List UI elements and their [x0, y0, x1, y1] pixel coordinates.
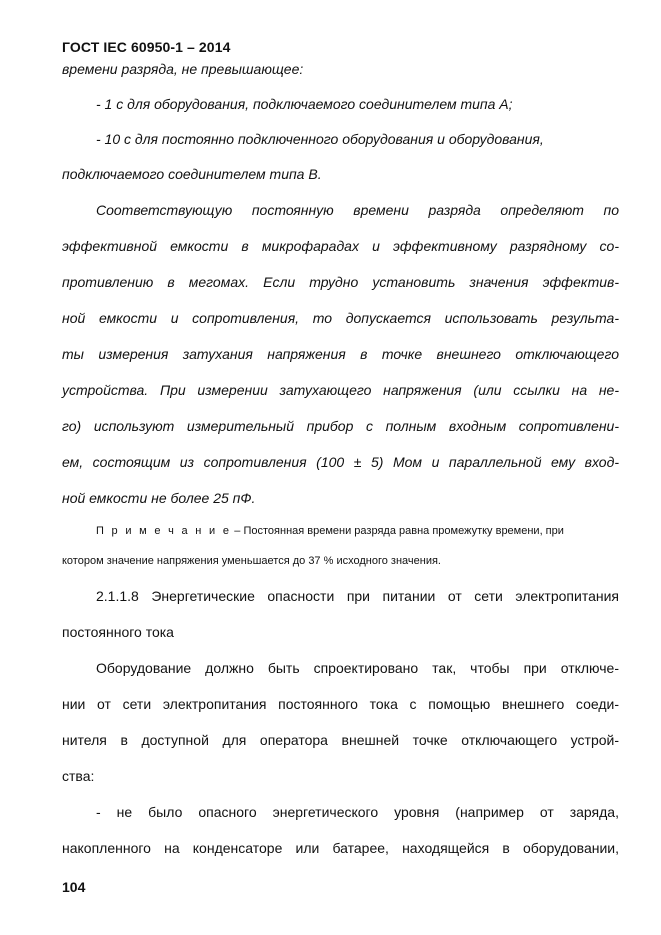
section-heading: постоянного тока [62, 624, 174, 640]
text-line: ты измерения затухания напряжения в точке внешнего отключающего [62, 346, 619, 362]
text-line: эффективной емкости в микрофарадах и эффективному разрядному со- [62, 238, 619, 254]
list-item: - не было опасного энергетического уровня (например от заряда, [96, 804, 619, 820]
document-header: ГОСТ IEC 60950-1 – 2014 [62, 39, 231, 55]
text-line: времени разряда, не превышающее: [62, 61, 304, 77]
text-line: нии от сети электропитания постоянного тока с помощью внешнего соеди- [62, 696, 619, 712]
list-item: - 1 с для оборудования, подключаемого соединителем типа А; [96, 96, 513, 112]
note-text: – Постоянная времени разряда равна промежутку времени, при [231, 525, 564, 537]
text-line: подключаемого соединителем типа В. [62, 166, 322, 182]
text-line: ной емкости и сопротивления, то допускается использовать результа- [62, 310, 619, 326]
text-line: Соответствующую постоянную времени разряда определяют по [96, 202, 619, 218]
page-number: 104 [62, 879, 86, 895]
text-line: Оборудование должно быть спроектировано так, чтобы при отключе- [96, 660, 619, 676]
note-line: котором значение напряжения уменьшается до 37 % исходного значения. [62, 555, 441, 567]
text-line: накопленного на конденсаторе или батарее, находящейся в оборудовании, [62, 840, 619, 856]
text-line: устройства. При измерении затухающего напряжения (или ссылки на не- [62, 382, 619, 398]
text-line: ной емкости не более 25 пФ. [62, 490, 256, 506]
note-line [96, 526, 564, 537]
text-line: ем, состоящим из сопротивления (100 ± 5) Мом и параллельной ему вход- [62, 454, 619, 470]
text-line: ства: [62, 768, 95, 784]
note-label: П р и м е ч а н и е [96, 525, 232, 537]
section-heading: 2.1.1.8 Энергетические опасности при питании от сети электропитания [96, 588, 619, 604]
text-line: нителя в доступной для оператора внешней точке отключающего устрой- [62, 732, 619, 748]
list-item: - 10 с для постоянно подключенного оборудования и оборудования, [96, 131, 544, 147]
text-line: противлению в мегомах. Если трудно установить значения эффектив- [62, 274, 619, 290]
text-line: го) используют измерительный прибор с полным входным сопротивлени- [62, 418, 619, 434]
